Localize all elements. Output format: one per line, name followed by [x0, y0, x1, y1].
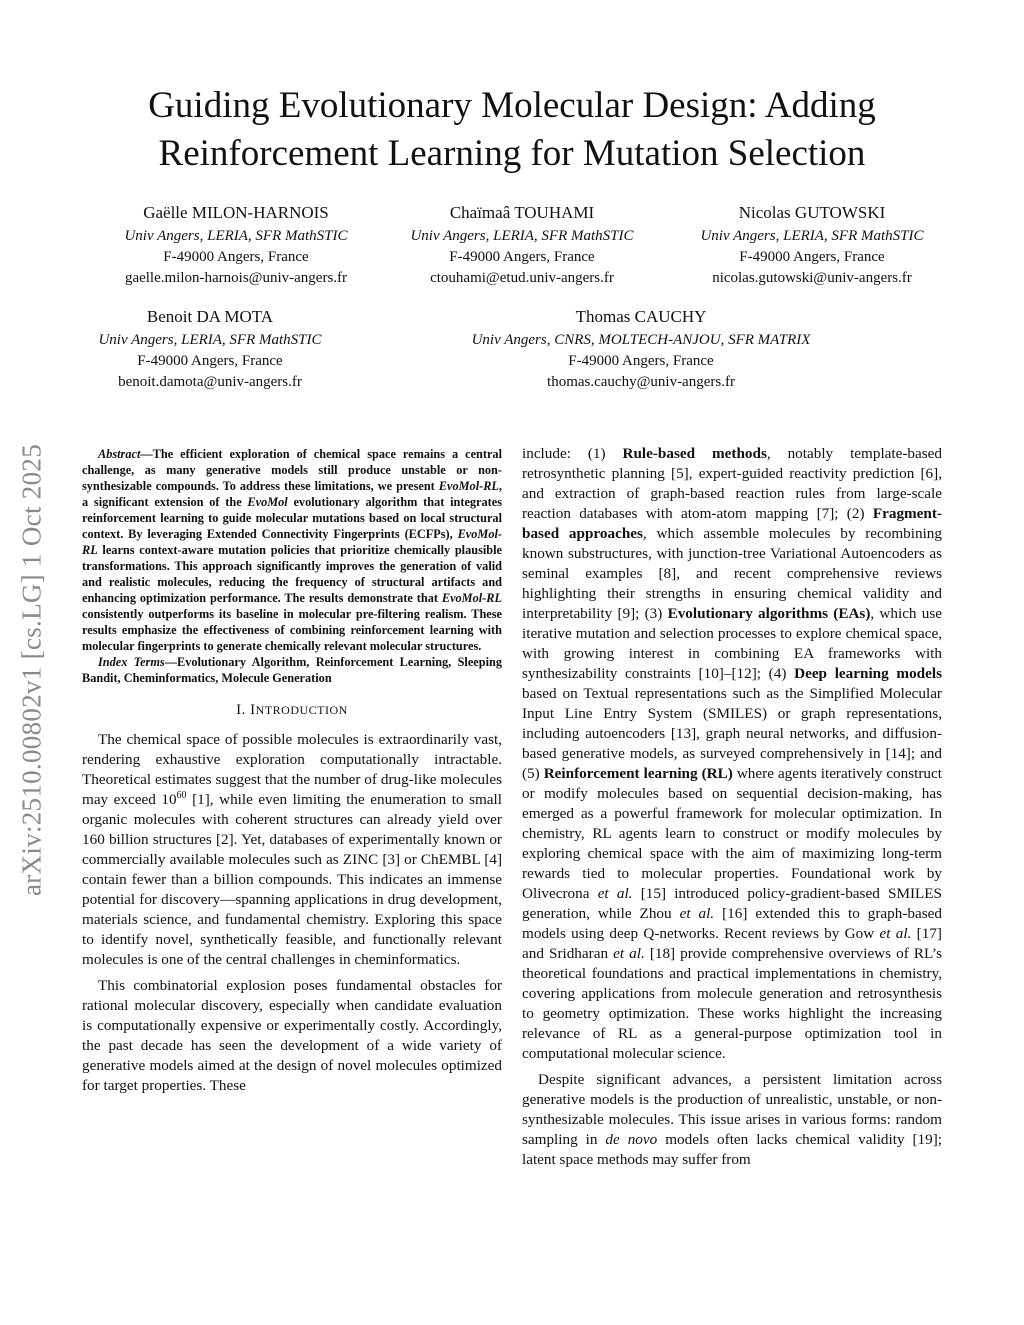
right-column — [522, 444, 942, 1170]
author-address: F-49000 Angers, France — [568, 353, 714, 369]
author-name: Gaëlle MILON-HARNOIS — [143, 203, 329, 222]
intro-paragraph-1: The chemical space of possible molecules is extraordinarily vast, rendering exhaustive exploration computationally intractable. Theoretical estimates suggest that the number of drug-like molecules may exceed $10^{60}$ [1], while even limiting the enumeration to small organic molecules with coherent structures can already yield over 160 billion structures [2]. Yet, databases of experimentally known or commercially available molecules such as ZINC [3] or ChEMBL [4] contain fewer than a billion compounds. This indicates an immense potential for discovery—spanning applications in drug development, materials science, and fundamental chemistry. Exploring this space to identify novel, synthetically feasible, and functionally relevant molecules is one of the central challenges in cheminformatics. — [82, 731, 502, 968]
author-email: nicolas.gutowski@univ-angers.fr — [712, 270, 912, 286]
author-name: Nicolas GUTOWSKI — [738, 203, 886, 222]
author-address: F-49000 Angers, France — [449, 249, 595, 265]
author-email: ctouhami@etud.univ-angers.fr — [430, 270, 614, 286]
paper-title — [80, 82, 944, 178]
author-affiliation: Univ Angers, LERIA, SFR MathSTIC — [410, 228, 634, 244]
author-address: F-49000 Angers, France — [137, 353, 283, 369]
author-block-2 — [386, 202, 658, 289]
limitations-paragraph: Despite significant advances, a persistent limitation across generative models is the production of unrealistic, unstable, or non-synthesizable molecules. This issue arises in various forms: random sampling in de novo models often lacks chemical validity [19]; latent space methods may suffer from — [522, 1071, 943, 1168]
index-terms: Index Terms—Evolutionary Algorithm, Reinforcement Learning, Sleeping Bandit, Cheminformatics, Molecule Generation — [82, 655, 503, 685]
author-name: Thomas CAUCHY — [575, 307, 707, 326]
author-affiliation: Univ Angers, LERIA, SFR MathSTIC — [700, 228, 924, 244]
author-block-4 — [72, 306, 348, 393]
author-block-5 — [436, 306, 846, 393]
author-email: thomas.cauchy@univ-angers.fr — [547, 374, 735, 390]
author-block-1 — [100, 202, 372, 289]
author-affiliation: Univ Angers, CNRS, MOLTECH-ANJOU, SFR MATRIX — [471, 332, 811, 348]
intro-paragraph-2: This combinatorial explosion poses fundamental obstacles for rational molecular discovery, especially when candidate evaluation is computationally expensive or experimentally costly. Accordingly, the past decade has seen the development of a wide variety of generative models aimed at the design of novel molecules optimized for target properties. These — [82, 977, 502, 1094]
author-email: benoit.damota@univ-angers.fr — [118, 374, 302, 390]
arxiv-identifier-text: arXiv:2510.00802v1 [cs.LG] 1 Oct 2025 — [16, 443, 47, 897]
section-heading-introduction: I. INTRODUCTION — [236, 702, 348, 718]
title-line-1: Guiding Evolutionary Molecular Design: Adding — [148, 85, 876, 126]
author-name: Benoit DA MOTA — [146, 307, 274, 326]
generative-models-paragraph: include: (1) Rule-based methods, notably template-based retrosynthetic planning [5], expert-guided reactivity prediction [6], and extraction of graph-based reaction rules from large-scale reaction databases with atom-atom mapping [7]; (2) Fragment-based approaches, which assemble molecules by recombining known substructures, with junction-tree Variational Autoencoders as seminal examples [8], and recent comprehensive reviews highlighting their strengths in ensuring chemical validity and interpretability [9]; (3) Evolutionary algorithms (EAs), which use iterative mutation and selection processes to explore chemical space, with growing interest in combining EA frameworks with synthesizability constraints [10]–[12]; (4) Deep learning models based on Textual representations such as the Simplified Molecular Input Line Entry System (SMILES) or graph representations, including autoencoders [13], graph neural networks, and diffusion-based generative models, as surveyed comprehensively in [14]; and (5) Reinforcement learning (RL) where agents iteratively construct or modify molecules based on sequential decision-making, has emerged as a powerful framework for molecular optimization. In chemistry, RL agents learn to construct or modify molecules by exploring chemical space with the aim of maximizing long-term rewards tied to molecular properties. Foundational work by Olivecrona et al. [15] introduced policy-gradient-based SMILES generation, while Zhou et al. [16] extended this to graph-based models using deep Q-networks. Recent reviews by Gow et al. [17] and Sridharan et al. [18] provide comprehensive overviews of RL’s theoretical foundations and practical implementations in chemistry, covering applications from molecule generation and retrosynthesis to geometry optimization. These works highlight the increasing relevance of RL as a general-purpose optimization tool in computational molecular science. — [522, 445, 943, 1062]
title-line-2: Reinforcement Learning for Mutation Selection — [158, 133, 866, 174]
author-email: gaelle.milon-harnois@univ-angers.fr — [124, 270, 348, 286]
abstract: Abstract—The efficient exploration of chemical space remains a central challenge, as many generative models still produce unstable or non-synthesizable compounds. To address these limitations, we present EvoMol-RL, a significant extension of the EvoMol evolutionary algorithm that integrates reinforcement learning to guide molecular mutations based on local structural context. By leveraging Extended Connectivity Fingerprints (ECFPs), EvoMol-RL learns context-aware mutation policies that prioritize chemically plausible transformations. This approach significantly improves the generation of valid and realistic molecules, reducing the frequency of structural artifacts and enhancing optimization performance. The results demonstrate that EvoMol-RL consistently outperforms its baseline in molecular pre-filtering realism. These results emphasize the effectiveness of combining reinforcement learning with molecular fingerprints to generate chemically relevant molecular structures. — [82, 447, 502, 653]
author-block-3 — [672, 202, 952, 289]
arxiv-identifier — [12, 380, 52, 960]
left-column — [82, 446, 502, 1096]
author-affiliation: Univ Angers, LERIA, SFR MathSTIC — [124, 228, 348, 244]
author-address: F-49000 Angers, France — [739, 249, 885, 265]
author-name: Chaïmaâ TOUHAMI — [449, 203, 595, 222]
abstract-label: Abstract — [98, 447, 141, 461]
author-affiliation: Univ Angers, LERIA, SFR MathSTIC — [98, 332, 322, 348]
index-terms-label: Index Terms — [98, 655, 165, 669]
author-address: F-49000 Angers, France — [163, 249, 309, 265]
